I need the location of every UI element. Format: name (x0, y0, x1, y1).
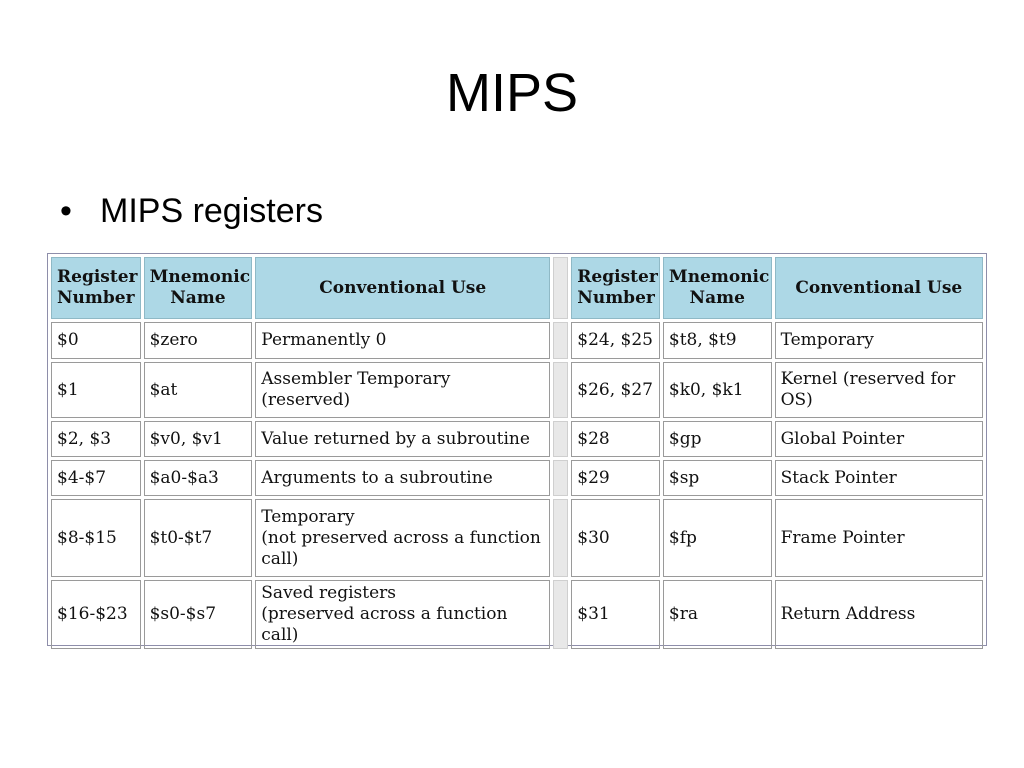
mnemonic-cell: $t8, $t9 (663, 322, 772, 359)
mnemonic-cell: $k0, $k1 (663, 362, 772, 418)
register-number-cell: $26, $27 (571, 362, 660, 418)
header-conventional-use: Conventional Use (255, 257, 550, 319)
mnemonic-cell: $t0-$t7 (144, 499, 253, 577)
mnemonic-cell: $zero (144, 322, 253, 359)
register-number-cell: $1 (51, 362, 141, 418)
register-number-cell: $2, $3 (51, 421, 141, 457)
mnemonic-cell: $v0, $v1 (144, 421, 253, 457)
use-cell: Stack Pointer (775, 460, 983, 496)
header-register-number: Register Number (571, 257, 660, 319)
register-number-cell: $16-$23 (51, 580, 141, 649)
header-register-number: Register Number (51, 257, 141, 319)
use-cell: Arguments to a subroutine (255, 460, 550, 496)
mnemonic-cell: $gp (663, 421, 772, 457)
table-row (51, 580, 983, 649)
header-conventional-use: Conventional Use (775, 257, 983, 319)
use-cell: Assembler Temporary (reserved) (255, 362, 550, 418)
register-number-cell: $8-$15 (51, 499, 141, 577)
bullet-dot-icon: • (60, 192, 72, 230)
use-cell: Return Address (775, 580, 983, 649)
use-cell (255, 499, 550, 577)
table-row (51, 322, 983, 359)
use-cell: Permanently 0 (255, 322, 550, 359)
registers-table-frame (47, 253, 987, 646)
bullet-text: MIPS registers (100, 192, 323, 230)
register-number-cell: $28 (571, 421, 660, 457)
column-separator (553, 499, 568, 577)
use-cell: Temporary (775, 322, 983, 359)
register-number-cell: $31 (571, 580, 660, 649)
table-row (51, 460, 983, 496)
column-separator (553, 362, 568, 418)
column-separator (553, 421, 568, 457)
use-cell: Value returned by a subroutine (255, 421, 550, 457)
use-line: Saved registers (261, 583, 396, 603)
column-separator (553, 322, 568, 359)
header-mnemonic-name: Mnemonic Name (663, 257, 772, 319)
column-separator (553, 580, 568, 649)
mnemonic-cell: $ra (663, 580, 772, 649)
mnemonic-cell: $sp (663, 460, 772, 496)
column-separator (553, 460, 568, 496)
table-row (51, 421, 983, 457)
bullet-item (60, 192, 323, 231)
use-cell: Global Pointer (775, 421, 983, 457)
use-cell (255, 580, 550, 649)
register-number-cell: $29 (571, 460, 660, 496)
mnemonic-cell: $a0-$a3 (144, 460, 253, 496)
use-line: Temporary (261, 506, 355, 527)
slide-title: MIPS (445, 63, 579, 123)
register-number-cell: $30 (571, 499, 660, 577)
use-line: (preserved across a function call) (261, 604, 508, 645)
table-header-row (51, 257, 983, 319)
header-mnemonic-name: Mnemonic Name (144, 257, 253, 319)
use-cell: Frame Pointer (775, 499, 983, 577)
mnemonic-cell: $at (144, 362, 253, 418)
use-line: (not preserved across a function call) (261, 527, 541, 569)
mnemonic-cell: $fp (663, 499, 772, 577)
table-row (51, 362, 983, 418)
register-number-cell: $4-$7 (51, 460, 141, 496)
mnemonic-cell: $s0-$s7 (144, 580, 253, 649)
column-separator (553, 257, 568, 319)
register-number-cell: $24, $25 (571, 322, 660, 359)
registers-table (48, 254, 986, 652)
table-row (51, 499, 983, 577)
use-cell: Kernel (reserved for OS) (775, 362, 983, 418)
register-number-cell: $0 (51, 322, 141, 359)
